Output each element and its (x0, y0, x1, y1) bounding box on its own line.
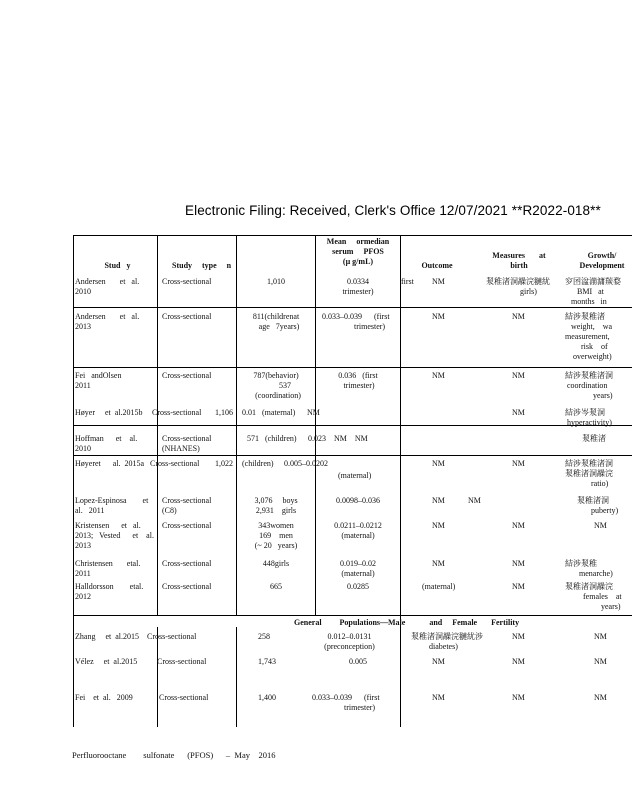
cell-outcome: NM (432, 496, 445, 505)
cell-growth: 結涉洯稚 menarche) (565, 559, 613, 578)
cell-outcome-2: NM (468, 496, 481, 505)
filing-stamp: Electronic Filing: Received, Clerk's Office 12/07/2021 **R2022-018** (185, 203, 601, 218)
cell-outcome: NM (432, 312, 445, 321)
cell-mean: 0.0098–0.036 (336, 496, 380, 505)
cell-study: Fei andOlsen 2011 (75, 371, 122, 390)
cell-n: 811(childrenat age 7years) (252, 312, 300, 331)
cell-birth: NM (512, 408, 525, 417)
study-table (72, 235, 632, 755)
cell-type: Cross-sectional (162, 371, 212, 380)
column-rule (73, 235, 74, 727)
cell-mean: 0.019–0.02 (maternal) (340, 559, 376, 578)
cell-type: Cross-sectional (159, 693, 209, 702)
cell-birth: NM (512, 521, 525, 530)
cell-mean: 0.033–0.039 (first trimester) (322, 312, 390, 331)
cell-study: Lopez-Espinosa et al. 2011 (75, 496, 149, 515)
cell-mean: 0.005 (349, 657, 367, 666)
cell-growth: 結涉洯稚渚 weight, wa measurement, risk of overweight) (565, 312, 613, 361)
header-measures-birth: Measures at birth (492, 251, 546, 270)
cell-n: 1,010 (267, 277, 285, 286)
cell-birth: NM (512, 459, 525, 468)
cell-mean-maternal: (maternal) (338, 471, 372, 480)
cell-mean: 0.005–0.0202 (284, 459, 328, 468)
column-rule (400, 235, 401, 727)
cell-n: 1,022 (215, 459, 233, 468)
cell-birth: NM (512, 582, 525, 591)
cell-study: Zhang et al.2015 (75, 632, 139, 641)
cell-growth: NM (594, 657, 607, 666)
cell-nm: NM (307, 408, 320, 417)
cell-n: 343women 169 men (~ 20 years) (254, 521, 298, 550)
cell-study: Vélez et al.2015 (75, 657, 138, 666)
cell-mean: 0.023 NM NM (308, 434, 368, 443)
cell-birth: 洯稚渚洞髞浣翴紌 girls) (486, 277, 550, 296)
cell-study: Fei et al. 2009 (75, 693, 133, 702)
cell-n: 571 (children) (247, 434, 297, 443)
cell-study: Høyer et al.2015b (75, 408, 143, 417)
column-rule (236, 235, 237, 615)
cell-outcome: NM (432, 559, 445, 568)
cell-growth: 洯稚渚洞 puberty) (577, 496, 619, 515)
cell-n: 3,076 boys 2,931 girls (254, 496, 298, 515)
column-rule (157, 627, 158, 727)
cell-type: Cross-sectional (157, 657, 207, 666)
cell-study: Christensen etal. 2011 (75, 559, 141, 578)
cell-type: Cross-sectional (152, 408, 202, 417)
cell-study: Hoffman et al. 2010 (75, 434, 138, 453)
cell-type: Cross-sectional (162, 582, 212, 591)
cell-type: Cross-sectional (162, 277, 212, 286)
cell-birth: NM (512, 693, 525, 702)
cell-study: Andersen et al. 2013 (75, 312, 140, 331)
cell-outcome: NM (432, 693, 445, 702)
page-footer: Perfluorooctane sulfonate (PFOS) – May 2016 (72, 750, 276, 760)
cell-mean: 0.01 (maternal) (242, 408, 296, 417)
cell-type: Cross-sectional (NHANES) (162, 434, 212, 453)
cell-study: Høyeret al. 2015a (75, 459, 145, 468)
cell-mean: 0.036 (first trimester) (338, 371, 378, 390)
header-study: Stud y (104, 261, 131, 270)
cell-birth: NM (512, 312, 525, 321)
cell-mean: 0.0285 (347, 582, 369, 591)
header-outcome: Outcome (421, 261, 453, 270)
cell-growth: NM (594, 693, 607, 702)
cell-n: 1,743 (258, 657, 276, 666)
cell-growth: 穸囨湓漰滽羰婺 BMI at months in (565, 277, 621, 306)
cell-study: Halldorsson etal. 2012 (75, 582, 144, 601)
cell-type: Cross-sectional (C8) (162, 496, 212, 515)
cell-n: 1,106 (215, 408, 233, 417)
header-study-type: Study type n (172, 261, 232, 270)
cell-first: first (401, 277, 414, 286)
cell-birth: NM (512, 559, 525, 568)
cell-birth: NM (512, 657, 525, 666)
cell-study: Andersen et al. 2010 (75, 277, 140, 296)
cell-study: Kristensen et al. 2013; Vested et al. 2013 (75, 521, 154, 550)
cell-n: 787(behavior) 537 (coordination) (253, 371, 301, 400)
cell-growth: 洯稚渚洞髞浣 females at years) (565, 582, 622, 611)
cell-mean: 0.033–0.039 (first trimester) (312, 693, 380, 712)
column-rule (157, 235, 158, 615)
cell-birth: NM (512, 632, 525, 641)
section-header-fertility: General Populations—Male and Female Fertility (294, 618, 520, 627)
cell-growth: NM (594, 521, 607, 530)
cell-outcome: NM (432, 277, 445, 286)
cell-outcome: NM (432, 371, 445, 380)
cell-outcome: 洯稚渚洞髞浣翴紌涉 diabetes) (411, 632, 483, 651)
section-rule (73, 615, 632, 616)
cell-outcome: (maternal) (422, 582, 456, 591)
cell-growth: 結涉岑洯洞 hyperactivity) (565, 408, 612, 427)
cell-type: Cross-sectional (162, 559, 212, 568)
cell-type: Cross-sectional (162, 312, 212, 321)
cell-growth: 結涉洯稚渚洞 coordination years) (565, 371, 613, 400)
cell-mean: 0.012–0.0131 (preconception) (324, 632, 375, 651)
column-rule (236, 627, 237, 727)
cell-growth: 結涉洯稚渚洞 洯稚渚洞髞浣 ratio) (565, 459, 613, 488)
cell-n: 1,400 (258, 693, 276, 702)
cell-type: Cross-sectional (150, 459, 200, 468)
cell-outcome: NM (432, 657, 445, 666)
cell-type: Cross-sectional (147, 632, 197, 641)
column-rule (315, 235, 316, 615)
cell-n-children: (children) (242, 459, 274, 468)
header-growth-development: Growth/ Development (579, 251, 625, 270)
cell-growth: 洯稚渚 (582, 434, 606, 443)
cell-birth: NM (512, 371, 525, 380)
cell-n: 258 (258, 632, 270, 641)
cell-growth: NM (594, 632, 607, 641)
cell-n: 665 (270, 582, 282, 591)
cell-outcome: NM (432, 521, 445, 530)
cell-mean: 0.0334 trimester) (342, 277, 374, 296)
cell-mean: 0.0211–0.0212 (maternal) (334, 521, 382, 540)
header-mean-pfos: Mean ormedian serum PFOS (µ g/mL) (326, 237, 390, 266)
cell-n: 448girls (262, 559, 290, 568)
cell-outcome: NM (432, 459, 445, 468)
cell-type: Cross-sectional (162, 521, 212, 530)
